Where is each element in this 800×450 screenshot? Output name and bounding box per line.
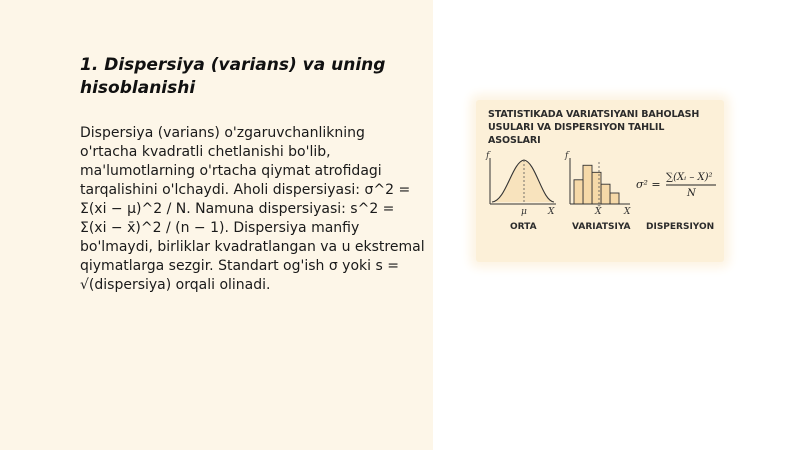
formula-panel bbox=[636, 172, 716, 199]
histogram-bar bbox=[592, 172, 601, 204]
xbar-label: X̄ bbox=[595, 207, 602, 217]
histogram-panel bbox=[564, 151, 631, 217]
slide-title: 1. Dispersiya (varians) va uning hisoblanishi bbox=[80, 55, 386, 98]
histogram-bar bbox=[583, 165, 592, 204]
histogram-bar bbox=[610, 193, 619, 204]
panel1-y-label: f bbox=[486, 151, 490, 161]
formula-numerator: ∑(Xᵢ – X)² bbox=[666, 172, 713, 183]
caption-orta: ORTA bbox=[510, 222, 537, 232]
caption-dispersiyon: DISPERSIYON bbox=[646, 222, 715, 232]
caption-variatsiya: VARIATSIYA bbox=[572, 222, 631, 232]
histogram-bar bbox=[574, 180, 583, 204]
figure-illustration bbox=[476, 100, 724, 262]
figure-diagrams bbox=[476, 100, 724, 262]
histogram-bar bbox=[601, 184, 610, 204]
formula-lhs: σ² = bbox=[636, 178, 661, 191]
figure-title: STATISTIKADA VARIATSIYANI BAHOLASH USULARI VA DISPERSIYON TAHLIL ASOSLARI bbox=[488, 109, 700, 146]
panel1-x-label: X bbox=[548, 207, 555, 217]
formula-denominator: N bbox=[687, 188, 696, 199]
panel2-y-label: f bbox=[565, 151, 569, 161]
slide-body-text: Dispersiya (varians) o'zgaruvchanlikning o'rtacha kvadratli chetlanishi bo'lib, ma'lumotlarning o'rtacha qiymat atrofidagi tarqalishini o'lchaydi. Aholi dispersiyasi: σ^2 = Σ(xi − μ)^2 / N. Namuna dispersiyasi: s^2 = Σ(xi − x̄)^2 / (n − 1). Dispersiya manfiy bo'lmaydi, birliklar kvadratlangan va u ekstremal qiymatlarga sezgir. Standart og'ish σ yoki s = √(dispersiya) orqali olinadi. bbox=[80, 125, 425, 293]
mu-label: μ bbox=[521, 207, 527, 217]
panel2-x-label: X bbox=[624, 207, 631, 217]
normal-curve-panel bbox=[485, 151, 556, 217]
